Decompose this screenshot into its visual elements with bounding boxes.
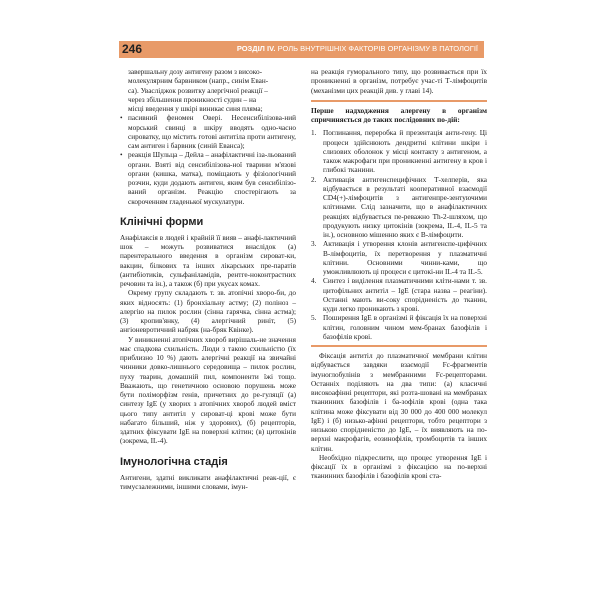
intro-line: молекулярним барвником (напр., синім Еван- [128, 77, 269, 86]
intro-line: місці введення у шкірі виникає синя пляма; [128, 105, 263, 113]
bullet-text: реакція Шульца – Дейла – анафілактичні іза-льований органи. Взяті від сенсибілізова-ної тварини м'язові органи (кишка, матка), поміщають у фізіологічний розчин, куди додають антиген, яким був сенсибілізо-ваний організм. Реакцію спостерігають за скороченням гладенької мускулатури. [128, 151, 296, 206]
section-label: РОЗДІЛ IV. [236, 44, 276, 53]
left-column [120, 68, 296, 492]
heading-clinical-forms: Клінічні форми [120, 215, 204, 228]
paragraph: Фіксація антитіл до плазматичної мембрани клітин відбувається завдяки взаємодії Fc-фрагментів імуноглобулінів з мембранними Fc-рецепторами. Останніх поділяють на два типи: (а) класичні високоафінні рецептори, які розта-шовані на мембранах тканинних базофілів і ба-зофілів крові (одна така клітина може фіксувати від 30 000 до 400 000 молекул IgE) і (б) низько-афінні рецептори, тобто рецептори з низькою спорідненістю до IgE, – їх виявляють на по-верхні макрофагів, еозинофілів, тромбоцитів та інших клітин. [311, 352, 487, 453]
intro-line: завершальну дозу антигену разом з високо- [128, 68, 263, 76]
bullet-overy: • пасивний феномен Овері. Несенсибілізова-ний морський свинці в шкіру вводять одно-часно сироватку, що містить готові антитіла проти антигену, сам антиген і барвник (синій Еванса); [120, 114, 296, 150]
page-header [119, 41, 484, 58]
list-item: 2. Активація антигенспецифічних Т-хелперів, яка відбувається в результаті кооперативної взаємодії CD4(+)-лімфоцитів з антигенпре-зентуючими клітинами. Слід зазначити, що в анафілактичних реакціях відбувається пе-реважно Th-2-шляхом, що продукують низку цитокінів (зокрема, IL-4, IL-5 та ін.), основною мішенню яких є В-лімфоцити. [311, 175, 487, 239]
paragraph: Антигени, здатні викликати анафілактичні реак-ції, є тимусзалежними, іншими словами, імун- [120, 473, 296, 491]
running-header [237, 44, 478, 53]
page-number: 246 [122, 42, 143, 56]
heading-immunological-stage: Імунологічна стадія [120, 455, 228, 468]
box-divider [311, 345, 487, 347]
right-column [311, 68, 487, 482]
list-item: 5. Поширення IgE в організмі й фіксація їх на поверхні клітин, головним чином мем-бранах базофілів і базофілів крові. [311, 314, 487, 341]
list-item: 4. Синтез і виділення плазматичними кліти-нами т. зв. цитофільних антитіл – IgE (стара назва – реагіни). Останні мають ви-соку спорідненість до тканин, куди легко проникають з крові. [311, 277, 487, 313]
box-heading: Перше надходження алергену в організм спричиняється до таких послідовних по-дій: [311, 100, 487, 125]
paragraph: У виникненні атопічних хвороб вирішаль-не значення має спадкова схильність. Люди з такою схильністю (їх приблизно 10 %) дають алергічні реакції на звичайні чинники довко-лишнього середовища – пилок рослин, пуху тварин, домашній пил, компоненти їжі тощо. Вважають, що генетичною основою порушень може бути поліморфізм генів, причетних до ре-гуляції (а) синтезу IgE (у хворих з атопічних хвороб людей вміст цього типу антитіл у сироват-ці крові може бути набагато більший, ніж у здорових), (б) рецепторів, здатних фіксувати IgE на поверхні клітин; (в) цитокінів (зокрема, IL-4). [120, 335, 296, 446]
intro-line: са). Увасліджок розвитку алергічної реакції – [128, 86, 268, 95]
intro-line: через збільшення проникності судин – на [128, 95, 257, 104]
list-item: 1. Поглинання, переробка й презентація анти-гену. Ці процеси здійснюють дендритні клітини шкіри і слизових оболонок у місці контакту з антигеном, а також макрофаги при проникненні антигену в кров і глибокі тканини. [311, 129, 487, 175]
section-title: РОЛЬ ВНУТРІШНІХ ФАКТОРІВ ОРГАНІЗМУ В ПАТОЛОГІЇ [277, 44, 478, 53]
bullet-schultz-dale: • реакція Шульца – Дейла – анафілактичні іза-льований органи. Взяті від сенсибілізова-ної тварини м'язові органи (кишка, матка), поміщають у фізіологічний розчин, куди додають антиген, яким був сенсибілізо-ваний організм. Реакцію спостерігають за скороченням гладенької мускулатури. [120, 151, 296, 206]
paragraph: Окрему групу складають т. зв. атопічні хворо-би, до яких відносять: (1) бронхіальну астму; (2) поліноз – алергію на пилок рослин (сінна гарячка, сінна астма); (3) кропив'янку, (4) алергічний риніт, (5) ангіоневротичний набряк (на-бряк Квінке). [120, 289, 296, 335]
paragraph: Анафілаксія в людей і крайній її вияв – анафі-лактичний шок – можуть розвиватися внаслідок (а) парентерального введення в організм сироват-ки, вакцин, білкових та інших лікарських пре-паратів (антибіотиків, сульфаніламідів, рентге-ноконтрастних речовин та ін.), а також (б) при укусах комах. [120, 233, 296, 288]
list-item: 3. Активація і утворення клонів антигенспе-цифічних В-лімфоцитів, їх перетворення у плазматичні клітини. Основними чинни-ками, що уможливлюють ці процеси є цитокі-ни IL-4 та IL-5. [311, 240, 487, 276]
paragraph: на реакція гуморального типу, що розвивається при їх проникненні в організм, потребує учас-ті Т-лімфоцитів (механізми цих реакцій див. у главі 14). [311, 68, 487, 95]
bullet-text: пасивний феномен Овері. Несенсибілізова-ний морський свинці в шкіру вводять одно-часно сироватку, що містить готові антитіла проти антигену, сам антиген і барвник (синій Еванса); [128, 114, 296, 150]
paragraph: Необхідно підкреслити, що процес утворення IgE і фіксації їх в організмі з фіксацією на по-верхні тканинних базофілів і базофілів крові ста- [311, 453, 487, 481]
